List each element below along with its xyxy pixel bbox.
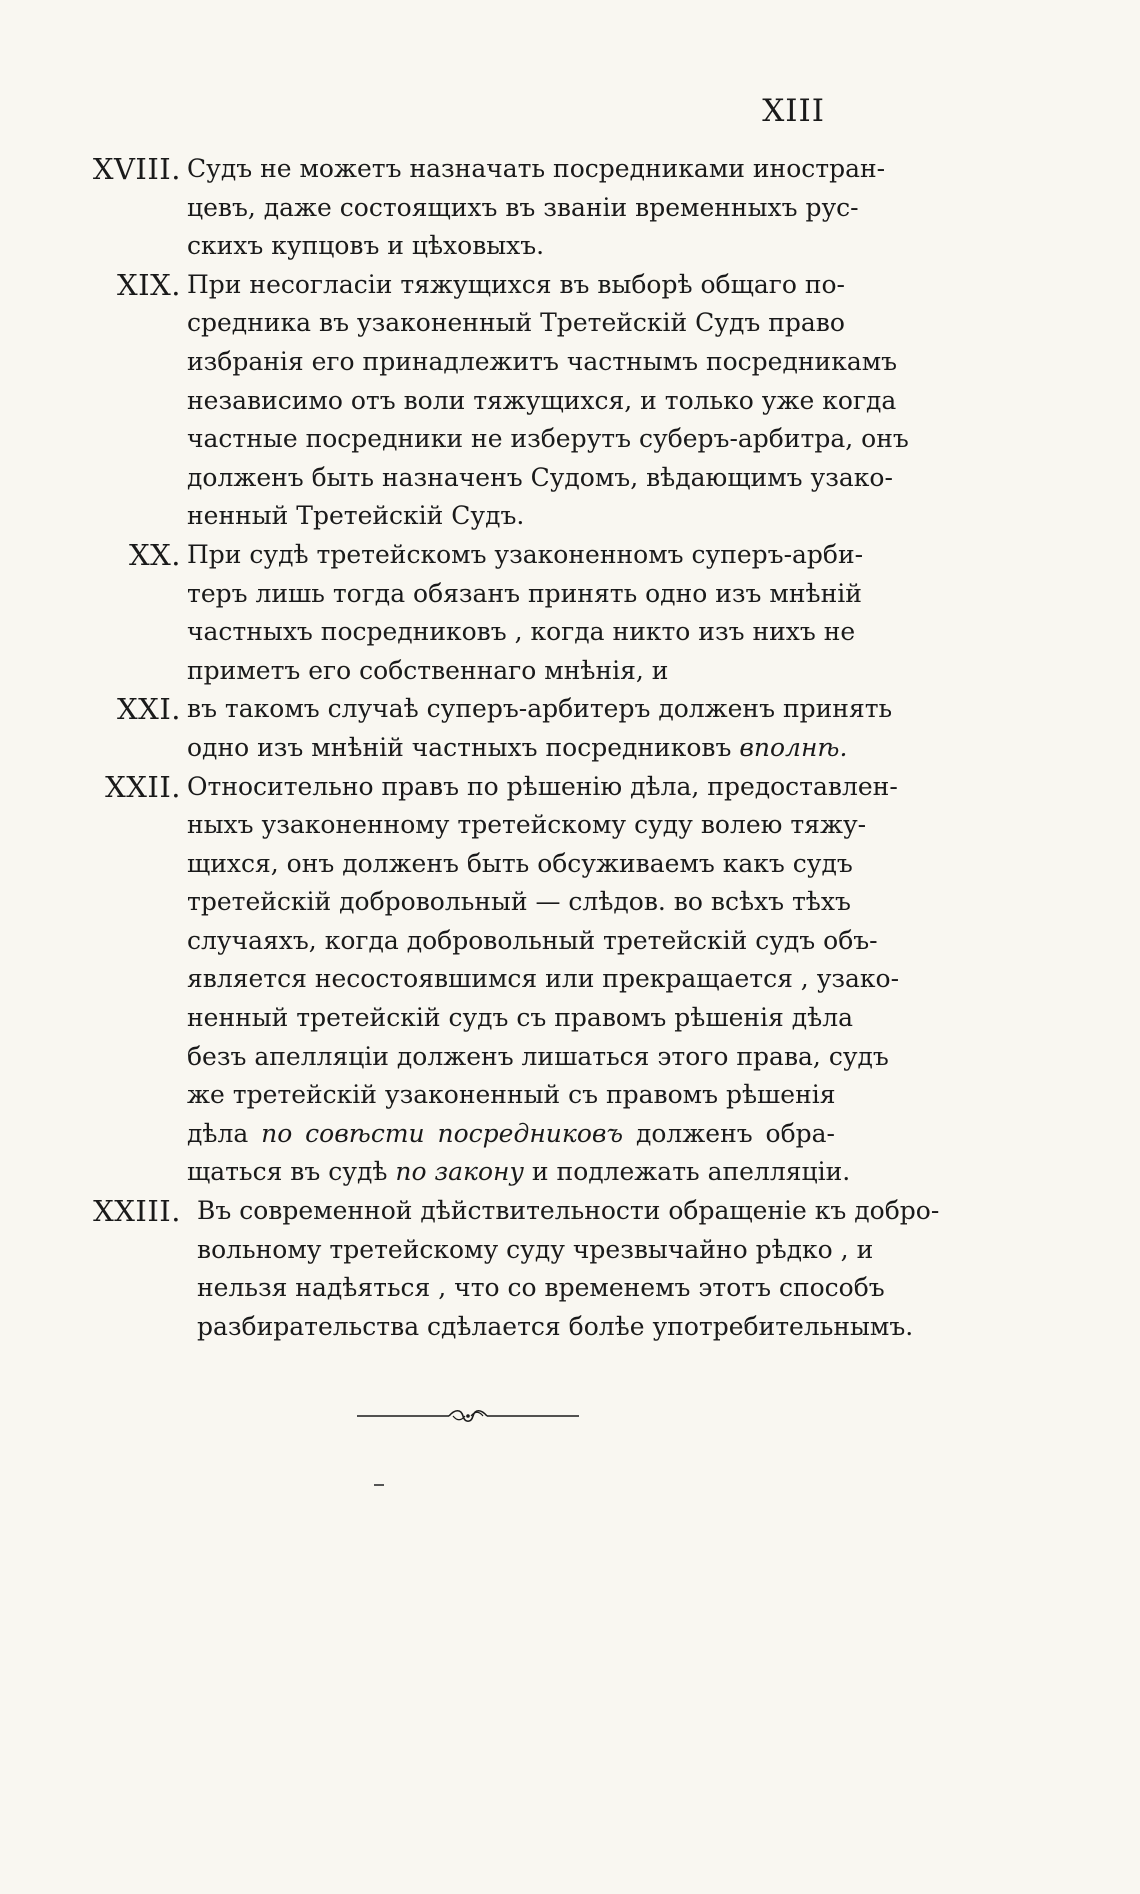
- text-line: [187, 729, 848, 768]
- page-number: XIII: [762, 93, 825, 129]
- text-run: долженъ обра-: [623, 1118, 836, 1148]
- section-number: XVIII.: [92, 152, 181, 186]
- text-line: частныхъ посредниковъ , когда никто изъ нихъ не: [187, 617, 856, 647]
- section-xx: [0, 536, 943, 690]
- text-line: Судъ не можетъ назначать посредниками иностран-: [187, 154, 886, 183]
- text-line: вольному третейскому суду чрезвычайно рѣдко , и: [197, 1234, 874, 1264]
- section-number: XXII.: [105, 769, 181, 804]
- text-line: разбирательства сдѣлается болѣе употребительнымъ.: [197, 1311, 914, 1341]
- italic-text: по совѣсти посредниковъ: [261, 1118, 624, 1148]
- section-xxi: [0, 690, 943, 767]
- text-line: [187, 1153, 851, 1192]
- text-line: же третейскій узаконенный съ правомъ рѣшенія: [187, 1080, 836, 1110]
- text-line: безъ апелляціи долженъ лишаться этого права, судъ: [187, 1041, 889, 1071]
- text-line: третейскій добровольный — слѣдов. во всѣхъ тѣхъ: [187, 887, 851, 917]
- section-number: XX.: [128, 537, 181, 572]
- text-line: является несостоявшимся или прекращается , узако-: [187, 964, 900, 994]
- text-line: ненный третейскій судъ съ правомъ рѣшенія дѣла: [187, 1003, 853, 1033]
- text-line: избранія его принадлежитъ частнымъ посредникамъ: [187, 346, 898, 376]
- text-line: частные посредники не изберутъ суберъ-арбитра, онъ: [187, 424, 909, 454]
- section-text: [187, 536, 864, 690]
- section-text: [187, 768, 900, 1193]
- text-run: одно изъ мнѣній частныхъ посредниковъ: [187, 732, 740, 762]
- section-xxii: [0, 768, 943, 1193]
- printer-mark: [374, 1484, 384, 1486]
- text-line: Въ современной дѣйствительности обращеніе къ добро-: [197, 1196, 940, 1226]
- text-line: Относительно правъ по рѣшенію дѣла, предоставлен-: [187, 771, 898, 801]
- section-xix: [0, 266, 943, 536]
- text-line: скихъ купцовъ и цѣховыхъ.: [187, 231, 545, 261]
- section-xviii: [0, 150, 943, 266]
- text-line: ненный Третейскій Судъ.: [187, 501, 525, 531]
- text-line: щихся, онъ долженъ быть обсуживаемъ какъ судъ: [187, 848, 853, 878]
- sections-list: [0, 150, 943, 1346]
- text-line: [187, 1115, 835, 1154]
- text-run: щаться въ судѣ: [187, 1157, 396, 1187]
- text-line: независимо отъ воли тяжущихся, и только уже когда: [187, 385, 897, 415]
- italic-text: вполнѣ.: [739, 732, 848, 762]
- text-line: ныхъ узаконенному третейскому суду волею тяжу-: [187, 810, 867, 840]
- section-text: [187, 690, 893, 767]
- text-line: случаяхъ, когда добровольный третейскій судъ объ-: [187, 925, 878, 955]
- text-line: долженъ быть назначенъ Судомъ, вѣдающимъ узако-: [187, 462, 893, 492]
- section-text: [187, 150, 886, 266]
- text-line: нельзя надѣяться , что со временемъ этотъ способъ: [197, 1273, 885, 1303]
- end-ornament-icon: [357, 1407, 579, 1425]
- section-text: [187, 266, 909, 536]
- text-line: При несогласіи тяжущихся въ выборѣ общаго по-: [187, 269, 845, 299]
- text-line: теръ лишь тогда обязанъ принять одно изъ мнѣній: [187, 578, 862, 608]
- text-line: въ такомъ случаѣ суперъ-арбитеръ долженъ принять: [187, 694, 893, 724]
- text-line: приметъ его собственнаго мнѣнія, и: [187, 655, 669, 685]
- section-number: XIX.: [117, 267, 181, 302]
- text-line: При судѣ третейскомъ узаконенномъ суперъ-арби-: [187, 539, 864, 569]
- text-run: дѣла: [187, 1118, 262, 1148]
- section-number: XXIII.: [93, 1194, 181, 1229]
- section-xxiii: [0, 1192, 943, 1346]
- italic-text: по закону: [395, 1157, 524, 1187]
- text-run: и подлежать апелляціи.: [523, 1157, 851, 1187]
- section-text: [197, 1192, 940, 1346]
- text-line: цевъ, даже состоящихъ въ званіи временныхъ рус-: [187, 192, 859, 222]
- text-line: средника въ узаконенный Третейскій Судъ право: [187, 308, 845, 338]
- section-number: XXI.: [117, 692, 181, 727]
